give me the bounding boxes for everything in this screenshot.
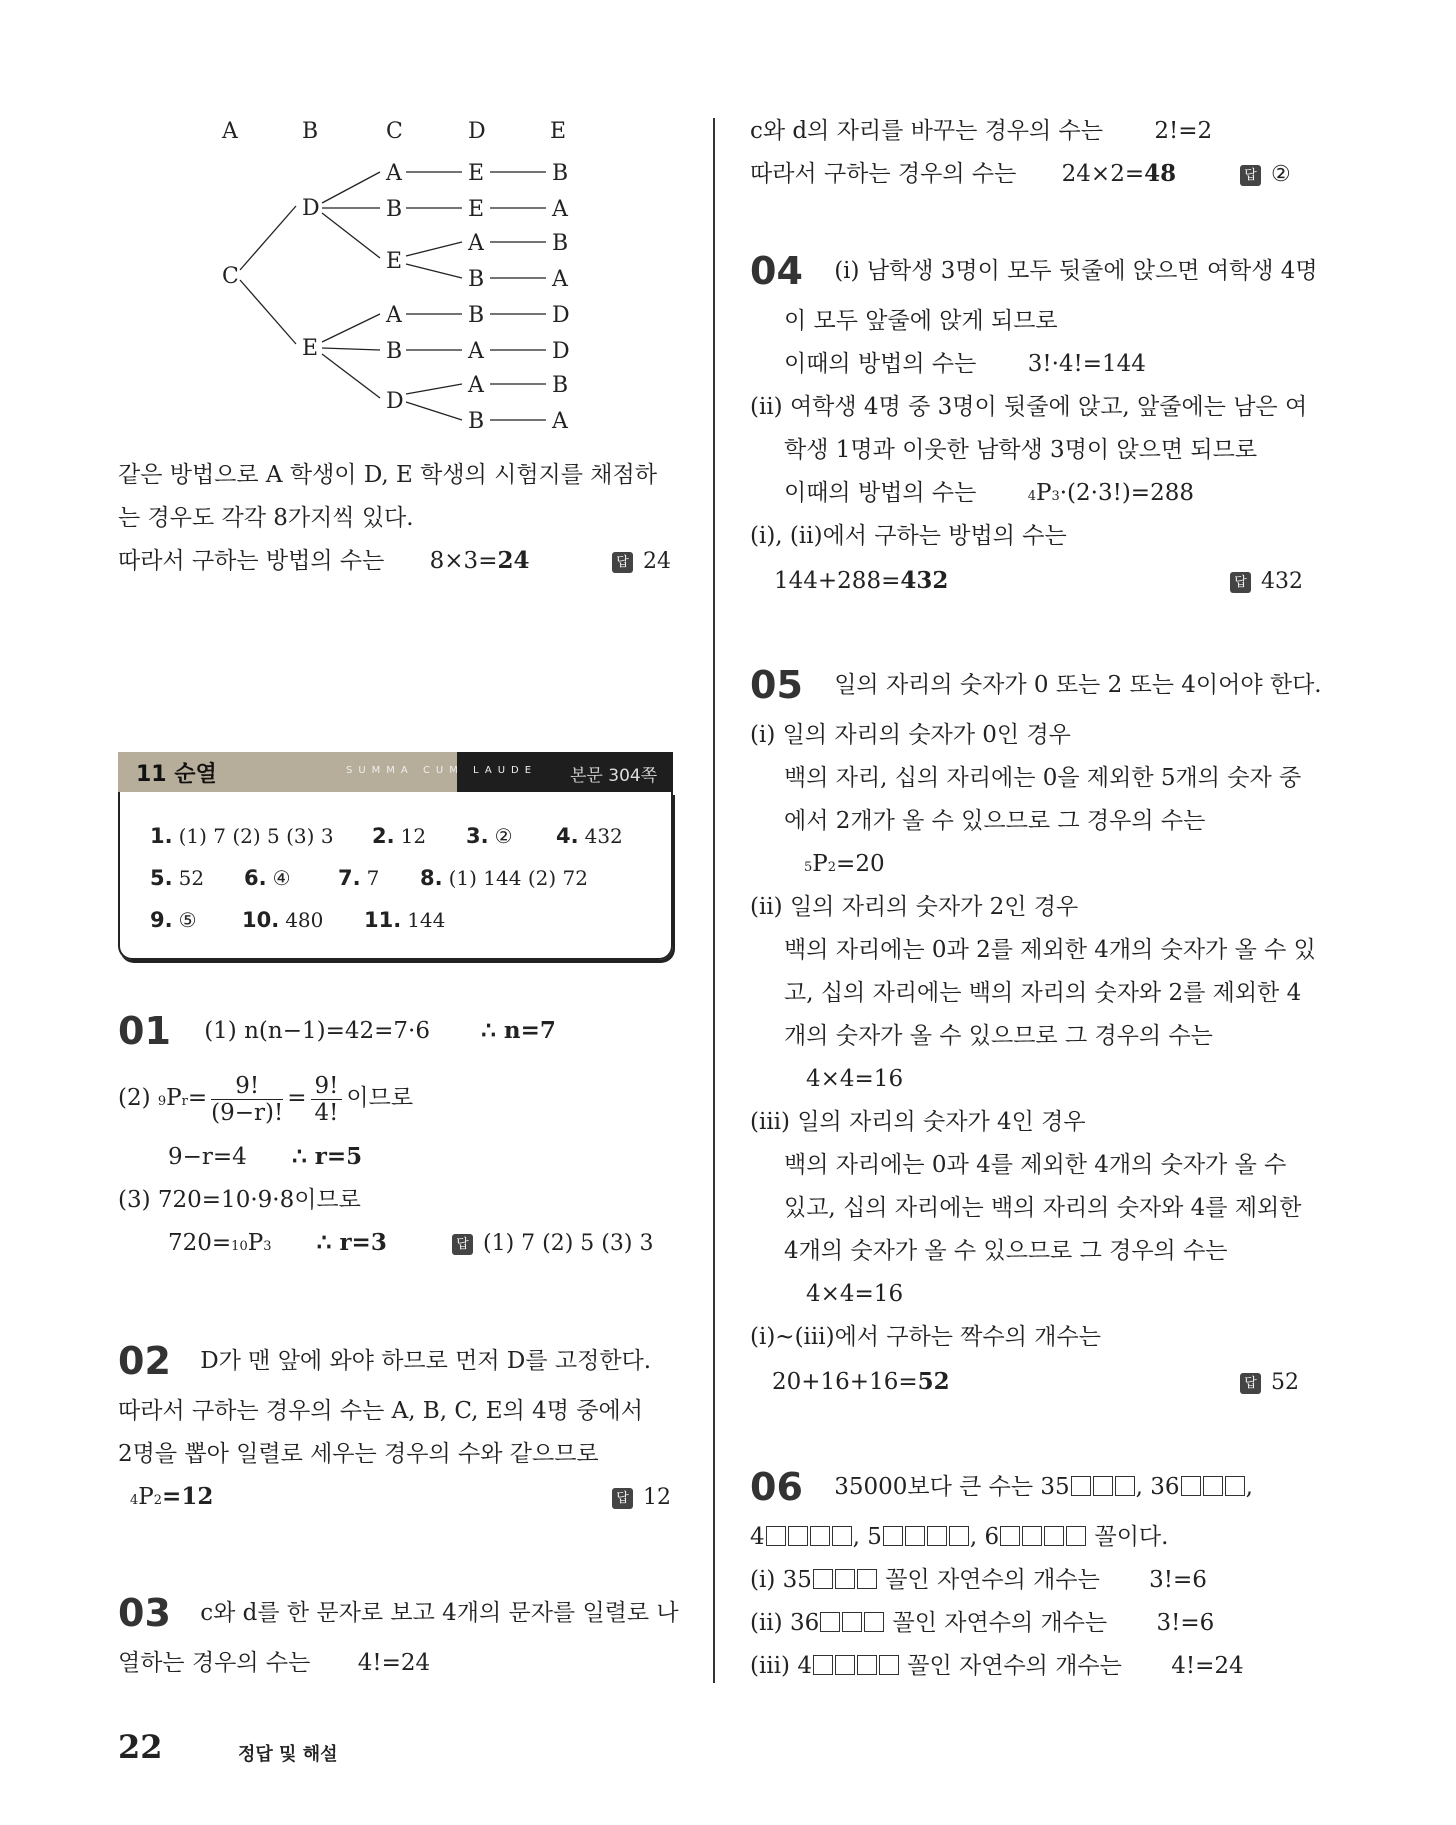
text-segment: 따라서 구하는 방법의 수는 xyxy=(118,548,385,574)
summary-item: 11. 144 xyxy=(364,908,446,932)
text-line: (ⅰ), (ⅱ)에서 구하는 방법의 수는 xyxy=(750,523,1067,549)
footer-label: 정답 및 해설 xyxy=(238,1744,338,1765)
tree-node: A xyxy=(468,231,484,256)
text-line: 개의 숫자가 올 수 있으므로 그 경우의 수는 xyxy=(784,1023,1213,1049)
tree-node: A xyxy=(386,161,402,186)
answer-value: (1) 7 (2) 5 (3) 3 xyxy=(483,1231,654,1256)
text-line: 2명을 뽑아 일렬로 세우는 경우의 수와 같으므로 xyxy=(118,1441,599,1467)
tree-header-b: B xyxy=(302,119,319,144)
answer-badge-icon: 답 xyxy=(612,1488,633,1509)
text-line: 이때의 방법의 수는 3!·4!=144 xyxy=(784,351,1146,377)
text-line: 열하는 경우의 수는 4!=24 xyxy=(118,1650,431,1676)
text-line: 4 , 5 , 6 꼴이다. xyxy=(750,1524,1169,1550)
tree-node: B xyxy=(386,339,403,364)
tree-node: A xyxy=(468,339,484,364)
text-line: (ⅱ) 여학생 4명 중 3명이 뒷줄에 앉고, 앞줄에는 남은 여 xyxy=(750,394,1308,420)
summary-item: 7. 7 xyxy=(338,866,380,890)
answer-badge-icon: 답 xyxy=(452,1234,473,1255)
math-result: ∴ n=7 xyxy=(481,1017,556,1044)
summary-item: 9. ⑤ xyxy=(150,908,197,932)
problem-01 xyxy=(118,1009,556,1053)
problem-02: 02 D가 맨 앞에 와야 하므로 먼저 D를 고정한다. xyxy=(118,1339,652,1383)
text-line: (ⅱ) 일의 자리의 숫자가 2인 경우 xyxy=(750,894,1079,920)
fraction: $\frac{9!}{4!}$ xyxy=(311,1073,343,1126)
text-line xyxy=(118,546,529,576)
tree-node: B xyxy=(468,409,485,434)
tree-node: A xyxy=(468,373,484,398)
text-line: 720=10P3 ∴ r=3 xyxy=(168,1229,387,1256)
text-line: 9−r=4 ∴ r=5 xyxy=(168,1143,363,1170)
answer-value: 12 xyxy=(643,1485,671,1510)
tree-header-c: C xyxy=(386,119,403,144)
tree-node: B xyxy=(468,267,485,292)
text-line: 4×4=16 xyxy=(806,1066,904,1092)
problem-number: 01 xyxy=(118,1009,171,1053)
summary-logo: SUMMA CUM LAUDE xyxy=(346,765,538,776)
text-line: 고, 십의 자리에는 백의 자리의 숫자와 2를 제외한 4 xyxy=(784,980,1302,1006)
answer-value: 432 xyxy=(1261,569,1303,594)
text-line: 백의 자리에는 0과 4를 제외한 4개의 숫자가 올 수 xyxy=(784,1152,1287,1178)
problem-06: 06 35000보다 큰 수는 35 , 36 , xyxy=(750,1465,1253,1509)
text-line: 에서 2개가 올 수 있으므로 그 경우의 수는 xyxy=(784,808,1206,834)
problem-number: 03 xyxy=(118,1591,171,1635)
problem-number: 05 xyxy=(750,663,803,707)
summary-item: 10. 480 xyxy=(242,908,324,932)
text-line: (ⅱ) 36 꼴인 자연수의 개수는 3!=6 xyxy=(750,1610,1215,1636)
summary-header xyxy=(118,752,673,792)
text-line: 이때의 방법의 수는 4P3·(2·3!)=288 xyxy=(784,480,1194,506)
tree-node: E xyxy=(468,161,485,186)
answer-badge-icon: 답 xyxy=(1230,572,1251,593)
text-line: 따라서 구하는 경우의 수는 24×2=48 xyxy=(750,160,1177,187)
tree-header-e: E xyxy=(550,119,567,144)
answer-badge-icon: 답 xyxy=(1240,1373,1261,1394)
tree-node: B xyxy=(386,197,403,222)
text-line: (ⅲ) 4 꼴인 자연수의 개수는 4!=24 xyxy=(750,1653,1244,1679)
summary-item: 6. ④ xyxy=(244,866,291,890)
text-line: (ⅰ) 일의 자리의 숫자가 0인 경우 xyxy=(750,722,1071,748)
text-line: (2) 9Pr= $\frac{9!}{(9-r)!}$ = $\frac{9!}{4!}$ 이므로 xyxy=(118,1072,414,1126)
tree-header-d: D xyxy=(468,119,486,144)
tree-node: E xyxy=(468,197,485,222)
summary-item: 4. 432 xyxy=(556,824,623,848)
tree-header-a: A xyxy=(222,119,238,144)
text-line: 같은 방법으로 A 학생이 D, E 학생의 시험지를 채점하 xyxy=(118,462,657,488)
tree-node: D xyxy=(552,303,570,328)
answer-mark xyxy=(612,549,671,574)
tree-root: C xyxy=(222,264,239,289)
tree-node: B xyxy=(552,161,569,186)
tree-node: A xyxy=(552,409,568,434)
problem-number: 06 xyxy=(750,1465,803,1509)
answer-badge-icon: 답 xyxy=(1240,165,1261,186)
tree-node: D xyxy=(302,196,320,221)
tree-node: D xyxy=(386,389,404,414)
tree-node: E xyxy=(302,336,319,361)
tree-node: B xyxy=(468,303,485,328)
column-divider xyxy=(713,118,715,1683)
problem-05: 05 일의 자리의 숫자가 0 또는 2 또는 4이어야 한다. xyxy=(750,663,1322,707)
answer-mark xyxy=(452,1231,653,1256)
text-line: c와 d의 자리를 바꾸는 경우의 수는 2!=2 xyxy=(750,118,1213,144)
text-line: 4P2=12 xyxy=(130,1483,214,1510)
text-line: 20+16+16=52 xyxy=(772,1368,950,1395)
problem-04: 04 (ⅰ) 남학생 3명이 모두 뒷줄에 앉으면 여학생 4명 xyxy=(750,249,1318,293)
summary-item: 2. 12 xyxy=(372,824,427,848)
answer-value: ② xyxy=(1271,162,1291,187)
answer-mark xyxy=(1240,162,1291,187)
answer-summary-box xyxy=(118,752,673,962)
math-result: 24 xyxy=(497,547,530,574)
text-line: 따라서 구하는 경우의 수는 A, B, C, E의 4명 중에서 xyxy=(118,1398,643,1424)
summary-item: 3. ② xyxy=(466,824,513,848)
summary-item: 1. (1) 7 (2) 5 (3) 3 xyxy=(150,824,334,848)
tree-node: E xyxy=(386,249,403,274)
page-number: 22 xyxy=(118,1728,163,1766)
text-line: 백의 자리, 십의 자리에는 0을 제외한 5개의 숫자 중 xyxy=(784,765,1302,791)
text-line: (ⅰ) 35 꼴인 자연수의 개수는 3!=6 xyxy=(750,1567,1207,1593)
problem-number: 04 xyxy=(750,249,803,293)
answer-mark xyxy=(612,1485,671,1510)
answer-mark xyxy=(1240,1370,1299,1395)
text-line: (ⅰ)~(ⅲ)에서 구하는 짝수의 개수는 xyxy=(750,1324,1101,1350)
summary-title: 11 순열 xyxy=(136,762,217,787)
fraction: $\frac{9!}{(9-r)!}$ xyxy=(211,1072,284,1126)
summary-body xyxy=(118,792,673,960)
answer-value: 52 xyxy=(1271,1370,1299,1395)
text-line: 4개의 숫자가 올 수 있으므로 그 경우의 수는 xyxy=(784,1238,1228,1264)
text-line: 는 경우도 각각 8가지씩 있다. xyxy=(118,505,414,531)
summary-item: 8. (1) 144 (2) 72 xyxy=(420,866,588,890)
math-expr: 8×3= xyxy=(429,548,498,574)
text-line: 학생 1명과 이웃한 남학생 3명이 앉으면 되므로 xyxy=(784,437,1258,463)
tree-diagram xyxy=(200,118,600,438)
text-line: 5P2=20 xyxy=(804,851,885,877)
math-expr: (1) n(n−1)=42=7·6 xyxy=(204,1018,430,1044)
tree-node: A xyxy=(552,267,568,292)
text-line: (3) 720=10·9·8이므로 xyxy=(118,1187,361,1213)
answer-value: 24 xyxy=(643,549,671,574)
summary-item: 5. 52 xyxy=(150,866,205,890)
text-line: 있고, 십의 자리에는 백의 자리의 숫자와 4를 제외한 xyxy=(784,1195,1302,1221)
tree-node: D xyxy=(552,339,570,364)
text-line: 4×4=16 xyxy=(806,1281,904,1307)
summary-page-ref: 본문 304쪽 xyxy=(570,766,658,786)
problem-03: 03 c와 d를 한 문자로 보고 4개의 문자를 일렬로 나 xyxy=(118,1591,679,1635)
tree-node: A xyxy=(386,303,402,328)
tree-node: B xyxy=(552,231,569,256)
text-line: 이 모두 앞줄에 앉게 되므로 xyxy=(784,308,1058,334)
text-line: 백의 자리에는 0과 2를 제외한 4개의 숫자가 올 수 있 xyxy=(784,937,1316,963)
tree-node: A xyxy=(552,197,568,222)
answer-mark xyxy=(1230,569,1303,594)
text-line: 144+288=432 xyxy=(774,567,949,594)
problem-number: 02 xyxy=(118,1339,171,1383)
text-line: (ⅲ) 일의 자리의 숫자가 4인 경우 xyxy=(750,1109,1086,1135)
answer-badge-icon: 답 xyxy=(612,552,633,573)
tree-node: B xyxy=(552,373,569,398)
